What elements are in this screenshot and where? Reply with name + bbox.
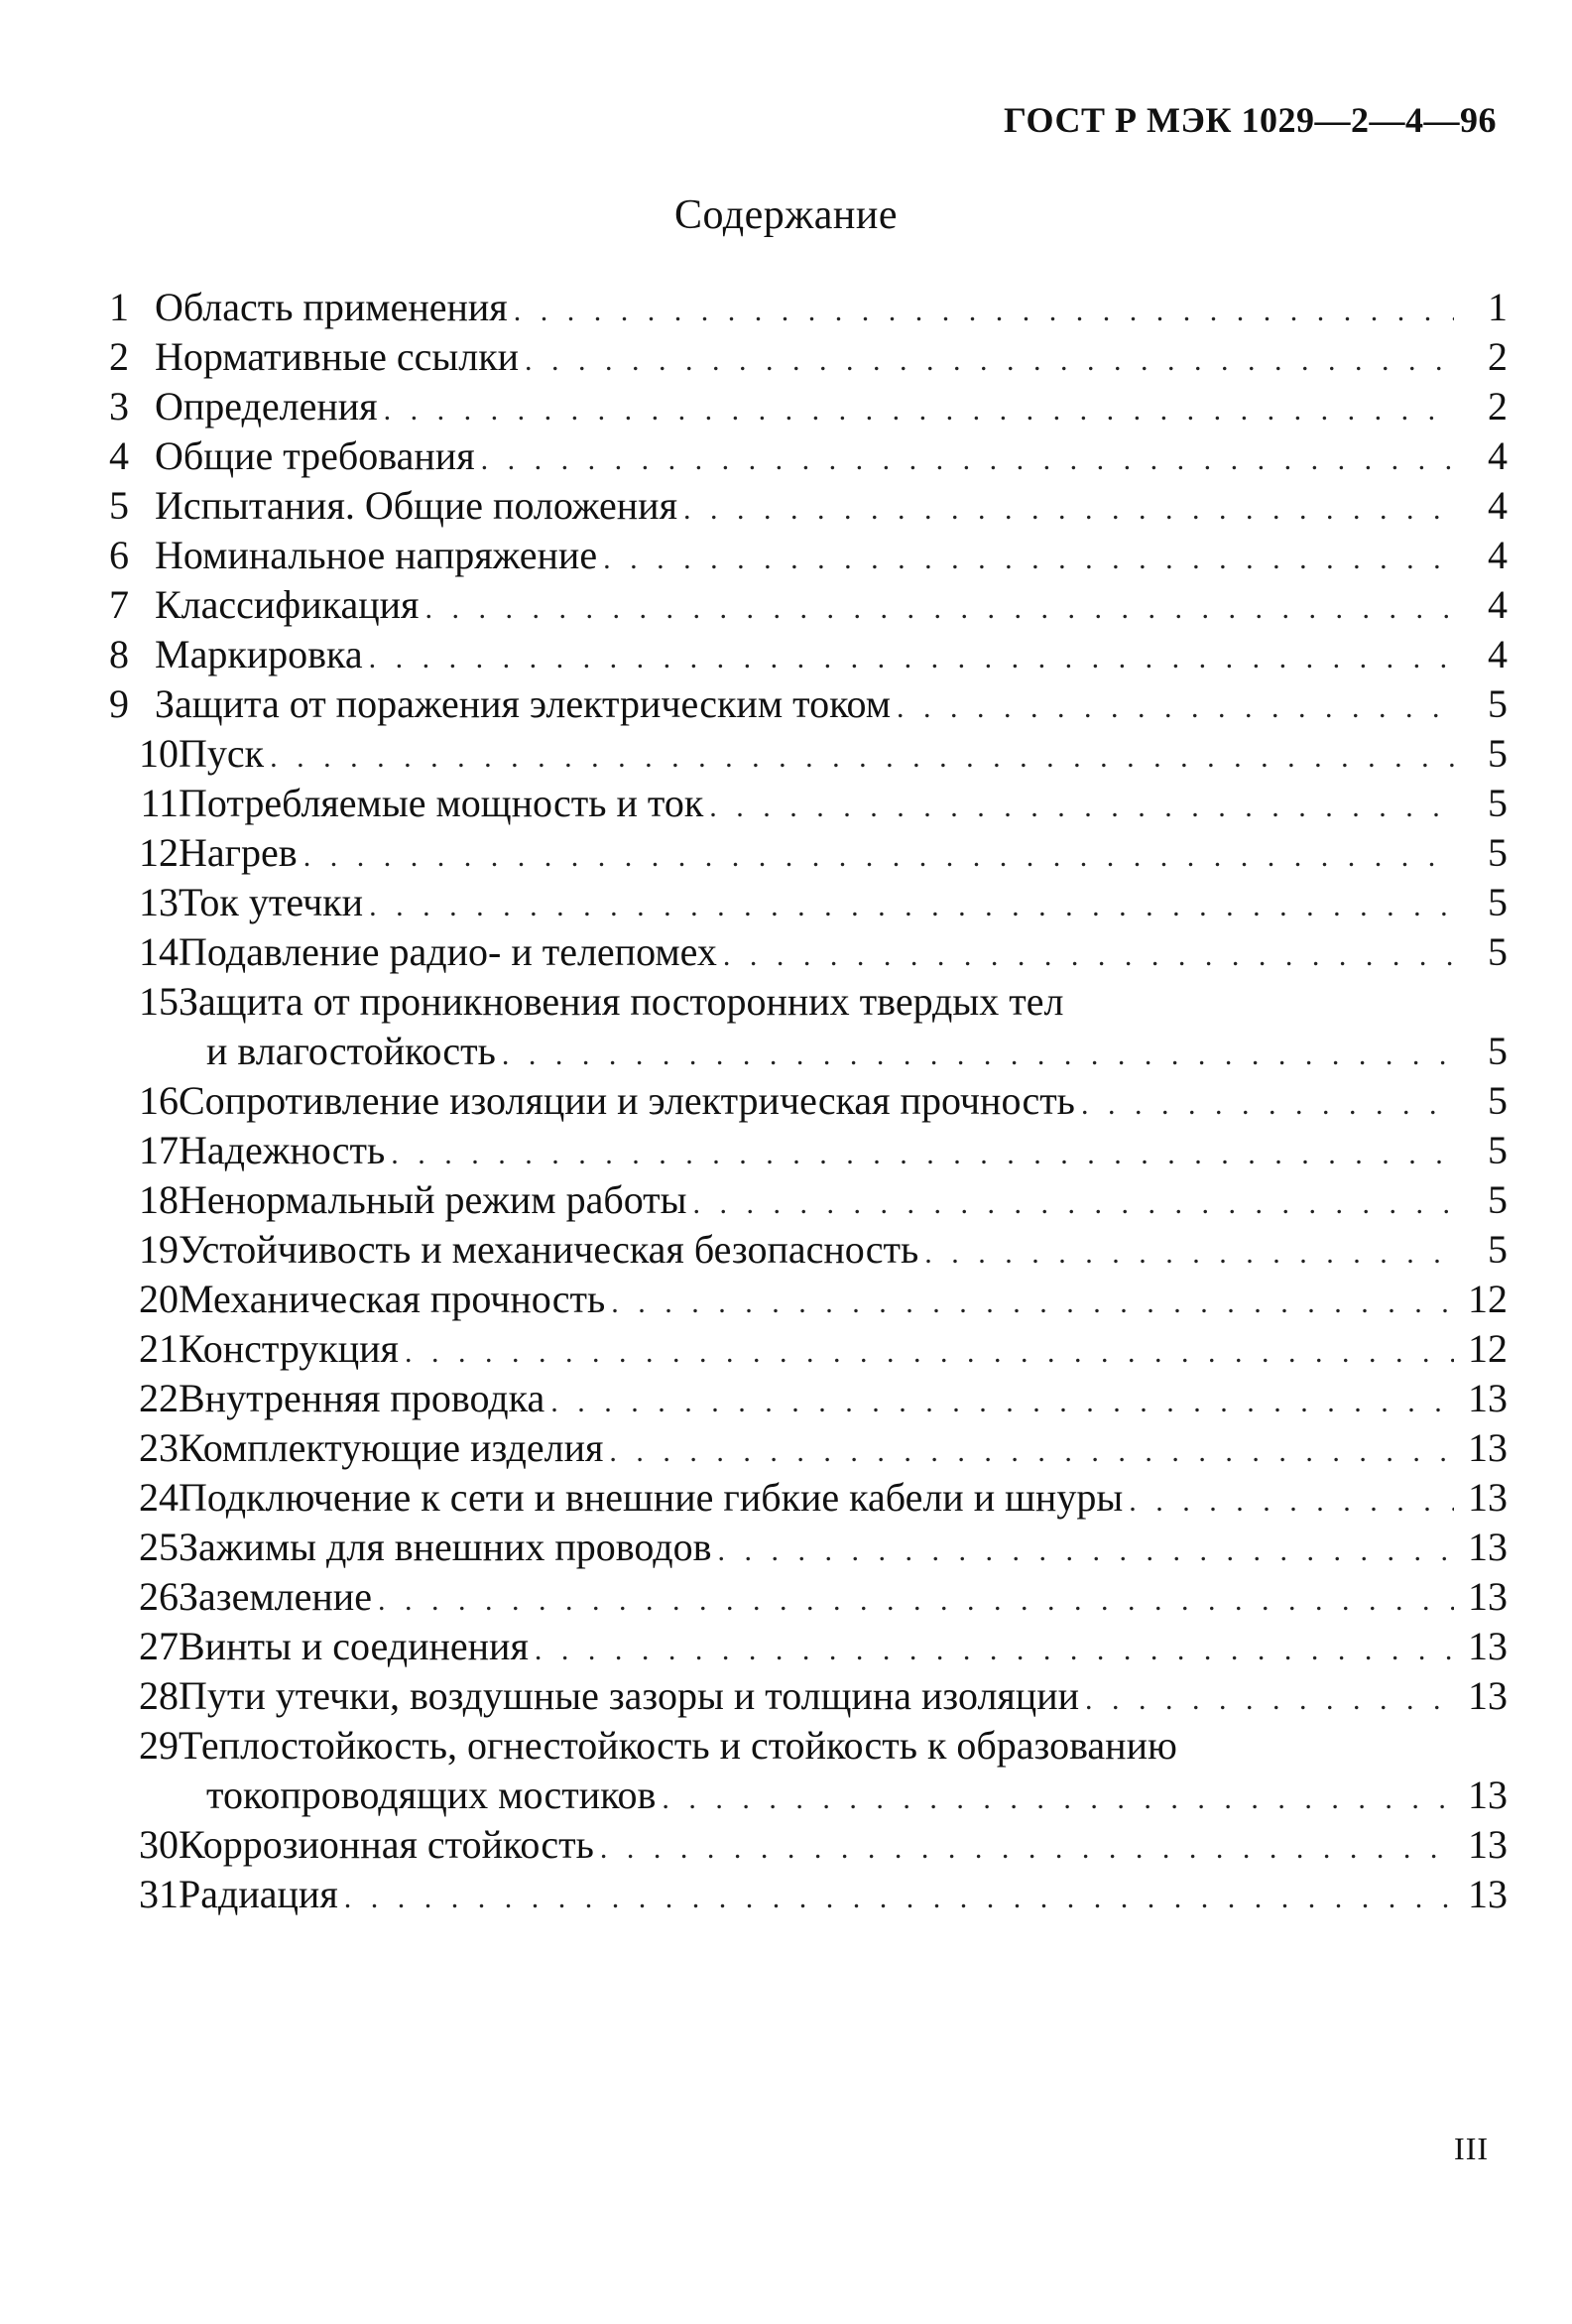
dot-leader	[550, 1378, 1454, 1427]
toc-entry-line	[179, 1473, 1508, 1527]
toc-entry-page: 13	[1468, 1475, 1508, 1520]
toc-entry-title: Маркировка	[155, 632, 363, 676]
toc-entry-number: 22	[139, 1376, 179, 1420]
toc-entry-title: Подавление радио- и телепомех	[179, 929, 717, 974]
toc-entry-body	[155, 580, 1508, 630]
toc-entry-page: 4	[1488, 433, 1508, 478]
dot-leader	[662, 1774, 1454, 1824]
toc-entry-line	[179, 1225, 1508, 1279]
dot-leader	[502, 1031, 1454, 1080]
toc-entry	[99, 1225, 1508, 1275]
toc-entry-number: 13	[139, 880, 179, 924]
toc-entry-body	[179, 977, 1508, 1076]
toc-entry	[99, 878, 1508, 927]
dot-leader	[384, 386, 1454, 435]
toc-entry	[99, 580, 1508, 630]
toc-entry-title-continuation: и влагостойкость	[206, 1029, 496, 1073]
toc-entry-page: 5	[1488, 681, 1508, 726]
toc-entry-title: Комплектующие изделия	[179, 1425, 604, 1470]
toc-entry-body	[155, 679, 1508, 729]
toc-entry-line	[179, 1374, 1508, 1427]
toc-entry-page: 13	[1468, 1624, 1508, 1668]
toc-entry-title: Ненормальный режим работы	[179, 1177, 687, 1222]
toc-entry-body	[179, 1671, 1508, 1721]
toc-entry-page: 13	[1468, 1425, 1508, 1470]
toc-entry-line	[179, 878, 1508, 931]
toc-entry-line	[155, 283, 1508, 336]
toc-entry-number: 17	[139, 1128, 179, 1172]
toc-entry	[99, 332, 1508, 382]
toc-entry-line	[155, 679, 1508, 733]
toc-entry-line	[179, 1572, 1508, 1626]
toc-entry-body	[179, 1473, 1508, 1523]
toc-entry-body	[179, 828, 1508, 878]
toc-entry	[99, 1275, 1508, 1324]
toc-entry	[99, 1870, 1508, 1919]
toc-entry-page: 5	[1488, 1177, 1508, 1222]
toc-entry-line	[206, 1027, 1508, 1080]
toc-entry-page: 13	[1468, 1525, 1508, 1569]
toc-entry-line	[179, 1175, 1508, 1229]
toc-entry-title: Теплостойкость, огнестойкость и стойкость к образованию	[179, 1723, 1177, 1768]
toc-entry	[99, 679, 1508, 729]
toc-entry-number: 28	[139, 1673, 179, 1718]
dot-leader	[683, 485, 1454, 535]
toc-entry-body	[179, 1126, 1508, 1175]
toc-entry-title: Нормативные ссылки	[155, 334, 520, 379]
toc-entry-title: Нагрев	[179, 830, 298, 875]
toc-entry-number: 5	[109, 483, 129, 528]
toc-entry-page: 13	[1468, 1376, 1508, 1420]
toc-entry-title: Пуск	[179, 731, 265, 776]
dot-leader	[378, 1576, 1454, 1626]
toc-entry-body	[179, 1324, 1508, 1374]
toc-entry	[99, 1622, 1508, 1671]
toc-entry-title: Защита от поражения электрическим током	[155, 681, 892, 726]
toc-entry-body	[179, 1374, 1508, 1423]
toc-entry-title: Конструкция	[179, 1326, 399, 1371]
toc-entry-line	[179, 1671, 1508, 1725]
toc-entry-number: 8	[109, 632, 129, 676]
toc-entry	[99, 630, 1508, 679]
toc-entry-line	[179, 1076, 1508, 1130]
toc-entry-title: Защита от проникновения посторонних твердых тел	[179, 979, 1064, 1024]
toc-entry-body	[179, 1572, 1508, 1622]
toc-entry-body	[179, 1622, 1508, 1671]
toc-entry-title: Область применения	[155, 285, 508, 329]
toc-entry	[99, 1374, 1508, 1423]
toc-entry-page: 5	[1488, 880, 1508, 924]
toc-entry-body	[179, 878, 1508, 927]
dot-leader	[1081, 1080, 1454, 1130]
toc-entry-page: 5	[1488, 830, 1508, 875]
toc-entry-number: 12	[139, 830, 179, 875]
table-of-contents	[99, 283, 1508, 1919]
toc-entry	[99, 1572, 1508, 1622]
toc-entry-page: 5	[1488, 781, 1508, 825]
dot-leader	[369, 882, 1454, 931]
toc-entry-title: Коррозионная стойкость	[179, 1822, 594, 1867]
toc-entry	[99, 431, 1508, 481]
toc-entry-body	[155, 283, 1508, 332]
toc-entry-title: Сопротивление изоляции и электрическая прочность	[179, 1078, 1075, 1123]
toc-entry-page: 4	[1488, 582, 1508, 627]
toc-entry	[99, 481, 1508, 531]
dot-leader	[424, 584, 1454, 634]
dot-leader	[693, 1179, 1454, 1229]
dot-leader	[611, 1279, 1454, 1328]
dot-leader	[897, 683, 1454, 733]
toc-title: Содержание	[673, 192, 899, 238]
dot-leader	[514, 287, 1454, 336]
toc-entry-page: 4	[1488, 632, 1508, 676]
dot-leader	[303, 832, 1454, 882]
toc-entry-number: 18	[139, 1177, 179, 1222]
toc-entry-page: 4	[1488, 533, 1508, 577]
toc-entry	[99, 1126, 1508, 1175]
toc-entry-title: Подключение к сети и внешние гибкие кабели и шнуры	[179, 1475, 1124, 1520]
toc-entry-line	[155, 332, 1508, 386]
toc-entry-page: 5	[1488, 1227, 1508, 1272]
toc-entry-number: 1	[109, 285, 129, 329]
toc-entry	[99, 828, 1508, 878]
toc-entry-body	[155, 382, 1508, 431]
toc-entry-title: Номинальное напряжение	[155, 533, 598, 577]
dot-leader	[723, 931, 1454, 981]
toc-entry-number: 14	[139, 929, 179, 974]
toc-entry-line	[179, 729, 1508, 783]
toc-entry-title: Внутренняя проводка	[179, 1376, 545, 1420]
toc-entry-title: Классификация	[155, 582, 420, 627]
toc-entry-line	[179, 1622, 1508, 1675]
toc-entry-title: Испытания. Общие положения	[155, 483, 677, 528]
toc-entry-number: 24	[139, 1475, 179, 1520]
toc-entry-title: Ток утечки	[179, 880, 364, 924]
toc-entry-line	[179, 1870, 1508, 1923]
toc-entry-page: 13	[1468, 1872, 1508, 1916]
toc-entry-title-continuation: токопроводящих мостиков	[206, 1773, 657, 1817]
toc-entry-number: 19	[139, 1227, 179, 1272]
dot-leader	[924, 1229, 1454, 1279]
toc-entry-line	[179, 1126, 1508, 1179]
toc-entry-page: 12	[1468, 1277, 1508, 1321]
dot-leader	[525, 336, 1454, 386]
toc-entry-title: Радиация	[179, 1872, 338, 1916]
toc-entry-body	[179, 1820, 1508, 1870]
toc-entry-page: 12	[1468, 1326, 1508, 1371]
dot-leader	[603, 535, 1454, 584]
dot-leader	[344, 1874, 1454, 1923]
toc-entry-number: 2	[109, 334, 129, 379]
toc-entry-number: 20	[139, 1277, 179, 1321]
toc-entry-number: 6	[109, 533, 129, 577]
toc-entry-number: 9	[109, 681, 129, 726]
toc-entry-number: 31	[139, 1872, 179, 1916]
toc-entry-line	[179, 1423, 1508, 1477]
toc-entry-title: Общие требования	[155, 433, 475, 478]
dot-leader	[600, 1824, 1454, 1874]
toc-entry-body	[179, 1225, 1508, 1275]
toc-entry-page: 5	[1488, 731, 1508, 776]
standard-id-header: ГОСТ Р МЭК 1029—2—4—96	[1004, 100, 1497, 140]
toc-entry-number: 10	[139, 731, 179, 776]
toc-entry-page: 5	[1488, 1078, 1508, 1123]
toc-entry	[99, 1671, 1508, 1721]
toc-entry-line	[179, 828, 1508, 882]
toc-entry-line	[179, 927, 1508, 981]
toc-entry-number: 27	[139, 1624, 179, 1668]
toc-entry	[99, 1324, 1508, 1374]
toc-entry	[99, 531, 1508, 580]
toc-entry	[99, 729, 1508, 779]
toc-entry-line	[179, 1820, 1508, 1874]
dot-leader	[391, 1130, 1454, 1179]
toc-entry-body	[179, 729, 1508, 779]
toc-entry-number: 11	[140, 781, 179, 825]
toc-entry-page: 13	[1468, 1822, 1508, 1867]
toc-entry-body	[179, 1721, 1508, 1820]
toc-entry-body	[155, 630, 1508, 679]
toc-entry-page: 1	[1488, 285, 1508, 329]
toc-entry-page: 4	[1488, 483, 1508, 528]
toc-entry-body	[155, 531, 1508, 580]
toc-entry	[99, 1423, 1508, 1473]
toc-entry-number: 30	[139, 1822, 179, 1867]
dot-leader	[709, 783, 1454, 832]
toc-entry-body	[155, 481, 1508, 531]
toc-entry	[99, 1076, 1508, 1126]
dot-leader	[405, 1328, 1454, 1378]
toc-entry-title: Механическая прочность	[179, 1277, 606, 1321]
toc-entry	[99, 1523, 1508, 1572]
toc-entry	[99, 977, 1508, 1076]
toc-entry-line	[155, 630, 1508, 683]
toc-entry-body	[179, 1523, 1508, 1572]
dot-leader	[535, 1626, 1454, 1675]
toc-entry-title: Определения	[155, 384, 378, 428]
dot-leader	[1129, 1477, 1454, 1527]
toc-entry-page: 13	[1468, 1673, 1508, 1718]
dot-leader	[609, 1427, 1454, 1477]
toc-entry-number: 21	[139, 1326, 179, 1371]
toc-entry	[99, 1820, 1508, 1870]
toc-entry-body	[155, 431, 1508, 481]
toc-entry-title: Потребляемые мощность и ток	[179, 781, 704, 825]
toc-entry-body	[179, 1275, 1508, 1324]
toc-entry-title: Надежность	[179, 1128, 386, 1172]
toc-entry-body	[179, 1870, 1508, 1919]
dot-leader	[481, 435, 1454, 485]
toc-entry-line	[206, 1771, 1508, 1824]
toc-entry	[99, 779, 1508, 828]
toc-entry-title: Устойчивость и механическая безопасность	[179, 1227, 919, 1272]
toc-entry-line	[179, 1523, 1508, 1576]
dot-leader	[369, 634, 1454, 683]
toc-entry-page: 5	[1488, 929, 1508, 974]
toc-entry	[99, 927, 1508, 977]
toc-entry-line	[179, 1324, 1508, 1378]
toc-entry-number: 23	[139, 1425, 179, 1470]
toc-entry-page: 2	[1488, 334, 1508, 379]
toc-entry	[99, 1473, 1508, 1523]
toc-entry-page: 5	[1488, 1128, 1508, 1172]
toc-entry-line	[179, 1275, 1508, 1328]
toc-entry-line	[155, 382, 1508, 435]
dot-leader	[1085, 1675, 1454, 1725]
toc-entry-title: Винты и соединения	[179, 1624, 529, 1668]
toc-entry-number: 3	[109, 384, 129, 428]
toc-entry-line	[155, 481, 1508, 535]
dot-leader	[270, 733, 1454, 783]
toc-entry-number: 29	[139, 1723, 179, 1768]
toc-entry-number: 16	[139, 1078, 179, 1123]
toc-entry	[99, 382, 1508, 431]
toc-entry	[99, 1175, 1508, 1225]
toc-entry-number: 7	[109, 582, 129, 627]
toc-entry-body	[179, 1175, 1508, 1225]
toc-entry-number: 25	[139, 1525, 179, 1569]
toc-entry-line	[155, 580, 1508, 634]
toc-entry	[99, 1721, 1508, 1820]
toc-entry-title: Пути утечки, воздушные зазоры и толщина изоляции	[179, 1673, 1080, 1718]
toc-entry-title: Заземление	[179, 1574, 372, 1619]
toc-entry-page: 13	[1468, 1574, 1508, 1619]
toc-entry-body	[179, 779, 1508, 828]
toc-entry-number: 4	[109, 433, 129, 478]
toc-entry-number: 15	[139, 979, 179, 1024]
toc-entry-body	[155, 332, 1508, 382]
toc-entry-number: 26	[139, 1574, 179, 1619]
toc-entry	[99, 283, 1508, 332]
toc-entry-page: 5	[1488, 1029, 1508, 1073]
toc-entry-body	[179, 927, 1508, 977]
toc-entry-line	[179, 779, 1508, 832]
dot-leader	[718, 1527, 1455, 1576]
toc-entry-page: 13	[1468, 1773, 1508, 1817]
toc-entry-page: 2	[1488, 384, 1508, 428]
toc-entry-title: Зажимы для внешних проводов	[179, 1525, 712, 1569]
toc-entry-line	[155, 431, 1508, 485]
page-number: III	[1454, 2131, 1489, 2166]
toc-entry-body	[179, 1423, 1508, 1473]
toc-entry-line	[155, 531, 1508, 584]
toc-entry-body	[179, 1076, 1508, 1126]
